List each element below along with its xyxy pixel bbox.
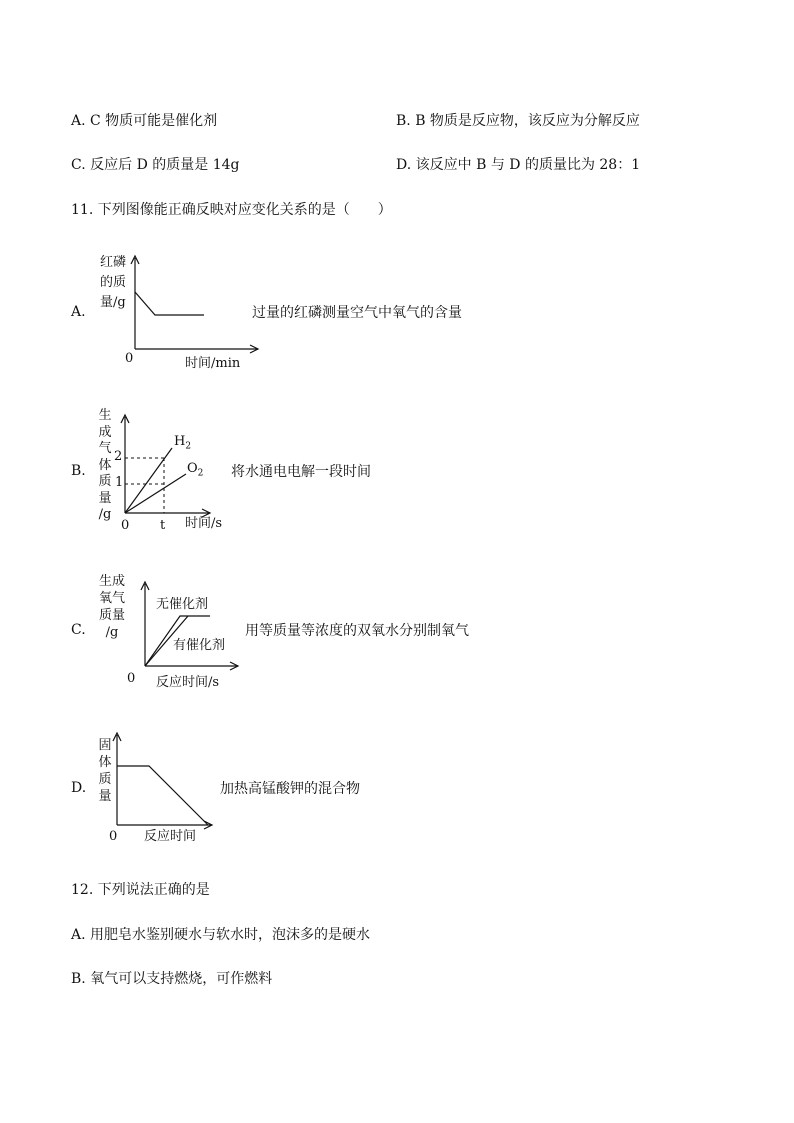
q11-c-xlabel: 反应时间/s — [156, 675, 220, 690]
q11-stem: 11. 下列图像能正确反映对应变化关系的是（ ） — [71, 202, 392, 218]
q11-b-caption: 将水通电电解一段时间 — [231, 464, 371, 480]
o2-text: O — [187, 461, 198, 476]
h2-sub: 2 — [185, 441, 192, 452]
q12-stem: 12. 下列说法正确的是 — [71, 882, 210, 898]
q11-b-xlabel: 时间/s — [185, 516, 223, 531]
q12-option-a: A. 用肥皂水鉴别硬水与软水时，泡沫多的是硬水 — [71, 927, 371, 943]
q11-b-tick-2: 2 — [114, 449, 123, 464]
q11-a-caption: 过量的红磷测量空气中氧气的含量 — [252, 305, 462, 321]
q12-option-b: B. 氧气可以支持燃烧，可作燃料 — [71, 971, 273, 987]
ylabel-line: 体 — [98, 457, 112, 473]
q11-b-letter: B. — [71, 463, 86, 479]
q11-c-series-b: 有催化剂 — [173, 638, 226, 653]
ylabel-line: 红磷 — [100, 255, 127, 270]
ylabel-line: /g — [105, 625, 119, 640]
q11-c-series-a: 无催化剂 — [156, 597, 209, 612]
ylabel-line: 成 — [98, 424, 112, 440]
q10-option-c: C. 反应后 D 的质量是 14g — [71, 157, 240, 173]
q11-a-letter: A. — [71, 304, 86, 320]
o2-sub: 2 — [197, 468, 204, 479]
ylabel-line: 量 — [98, 789, 112, 804]
q11-d-origin: 0 — [109, 829, 118, 844]
ylabel-line: 氧气 — [99, 591, 126, 606]
ylabel-line: 气 — [98, 441, 112, 456]
ylabel-line: 质量 — [99, 608, 126, 623]
q10-option-a: A. C 物质可能是催化剂 — [71, 113, 218, 129]
ylabel-line: 量/g — [100, 295, 126, 310]
ylabel-line: /g — [98, 507, 112, 522]
ylabel-line: 质 — [98, 474, 112, 489]
q11-c-caption: 用等质量等浓度的双氧水分别制氧气 — [245, 623, 469, 639]
ylabel-line: 的质 — [100, 275, 127, 290]
q11-b-origin: 0 — [121, 518, 130, 533]
h2-text: H — [174, 434, 186, 449]
ylabel-line: 体 — [98, 755, 112, 770]
q10-option-b: B. B 物质是反应物，该反应为分解反应 — [396, 113, 640, 129]
q11-a-origin: 0 — [125, 351, 134, 366]
q10-option-d: D. 该反应中 B 与 D 的质量比为 28：1 — [396, 157, 641, 173]
q11-d-xlabel: 反应时间 — [144, 829, 197, 844]
solid-mass-line — [117, 766, 208, 825]
q11-d-caption: 加热高锰酸钾的混合物 — [220, 781, 360, 797]
q11-b-tick-t: t — [160, 518, 166, 533]
ylabel-line: 生成 — [99, 574, 126, 589]
q11-c-letter: C. — [71, 622, 86, 638]
ylabel-line: 固 — [98, 738, 112, 753]
q11-c-origin: 0 — [127, 671, 136, 686]
q11-d-letter: D. — [71, 780, 87, 796]
ylabel-line: 质 — [98, 772, 112, 787]
q11-b-tick-1: 1 — [115, 475, 124, 490]
ylabel-line: 生 — [98, 408, 112, 423]
ylabel-line: 量 — [98, 490, 112, 506]
q11-a-xlabel: 时间/min — [185, 356, 241, 371]
